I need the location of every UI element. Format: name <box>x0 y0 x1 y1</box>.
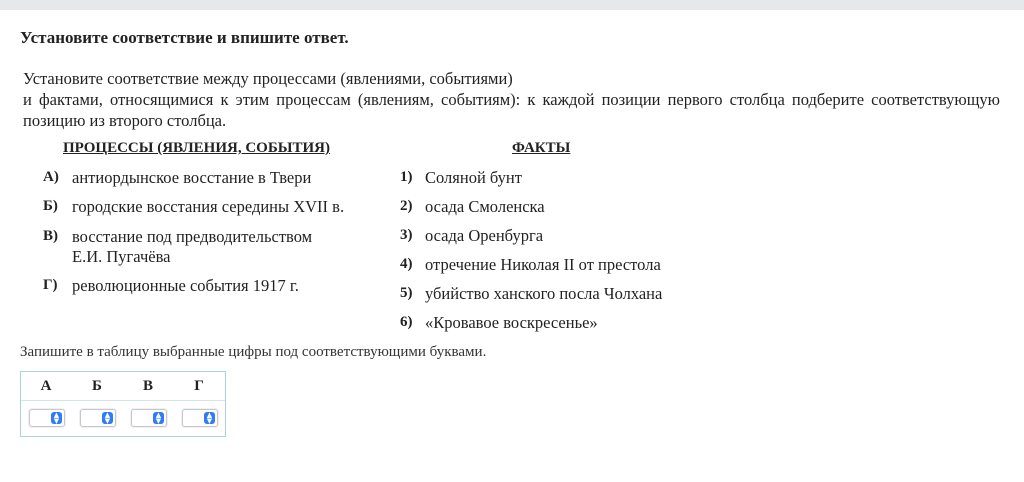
task-header: Установите соответствие и впишите ответ. <box>20 28 349 47</box>
chevron-up-down-icon: ▲ ▼ <box>204 412 215 424</box>
answer-header-b: Б <box>92 378 102 394</box>
fact-text: отречение Николая II от престола <box>425 255 661 274</box>
answer-select-g[interactable] <box>182 409 218 427</box>
fact-text: Соляной бунт <box>425 168 522 187</box>
fact-key: 1) <box>400 169 413 185</box>
chevron-up-down-icon: ▲ ▼ <box>102 412 113 424</box>
facts-column-header: ФАКТЫ <box>512 140 571 156</box>
process-text-line-2: Е.И. Пугачёва <box>72 247 171 266</box>
fact-text: «Кровавое воскресенье» <box>425 313 598 332</box>
fact-key: 3) <box>400 227 413 243</box>
fact-key: 6) <box>400 314 413 330</box>
process-text: городские восстания середины XVII в. <box>72 197 345 216</box>
answer-instruction: Запишите в таблицу выбранные цифры под соответствующими буквами. <box>20 344 487 360</box>
fact-text: убийство ханского посла Чолхана <box>425 284 663 303</box>
chevron-up-down-icon: ▲ ▼ <box>51 412 62 424</box>
answer-header-a: А <box>40 378 52 394</box>
fact-key: 5) <box>400 285 413 301</box>
answer-table-header <box>21 372 225 401</box>
answer-select-v[interactable] <box>131 409 167 427</box>
process-key: В) <box>43 228 58 244</box>
process-key: Г) <box>43 277 58 293</box>
answer-select-b[interactable] <box>80 409 116 427</box>
instructions-line-1: Установите соответствие между процессами (явлениями, событиями) <box>23 69 513 88</box>
answer-header-g: Г <box>194 378 204 394</box>
answer-header-v: В <box>142 378 153 394</box>
process-text: восстание под предводительством <box>72 227 313 246</box>
answer-table <box>20 371 226 437</box>
fact-text: осада Смоленска <box>425 197 545 216</box>
process-text: революционные события 1917 г. <box>72 276 299 295</box>
process-key: Б) <box>43 198 58 214</box>
chevron-up-down-icon: ▲ ▼ <box>153 412 164 424</box>
fact-key: 4) <box>400 256 413 272</box>
processes-column-header: ПРОЦЕССЫ (ЯВЛЕНИЯ, СОБЫТИЯ) <box>63 140 330 156</box>
top-bar <box>0 0 1024 10</box>
process-text: антиордынское восстание в Твери <box>72 168 312 187</box>
answer-select-a[interactable] <box>29 409 65 427</box>
task-instructions <box>23 68 1000 131</box>
fact-text: осада Оренбурга <box>425 226 544 245</box>
instructions-line-2: и фактами, относящимися к этим процессам (явлениям, событиям): к каждой позиции первого столбца подберите соответствующую позицию из второго столбца. <box>23 90 1000 130</box>
process-key: А) <box>43 169 59 185</box>
fact-key: 2) <box>400 198 413 214</box>
